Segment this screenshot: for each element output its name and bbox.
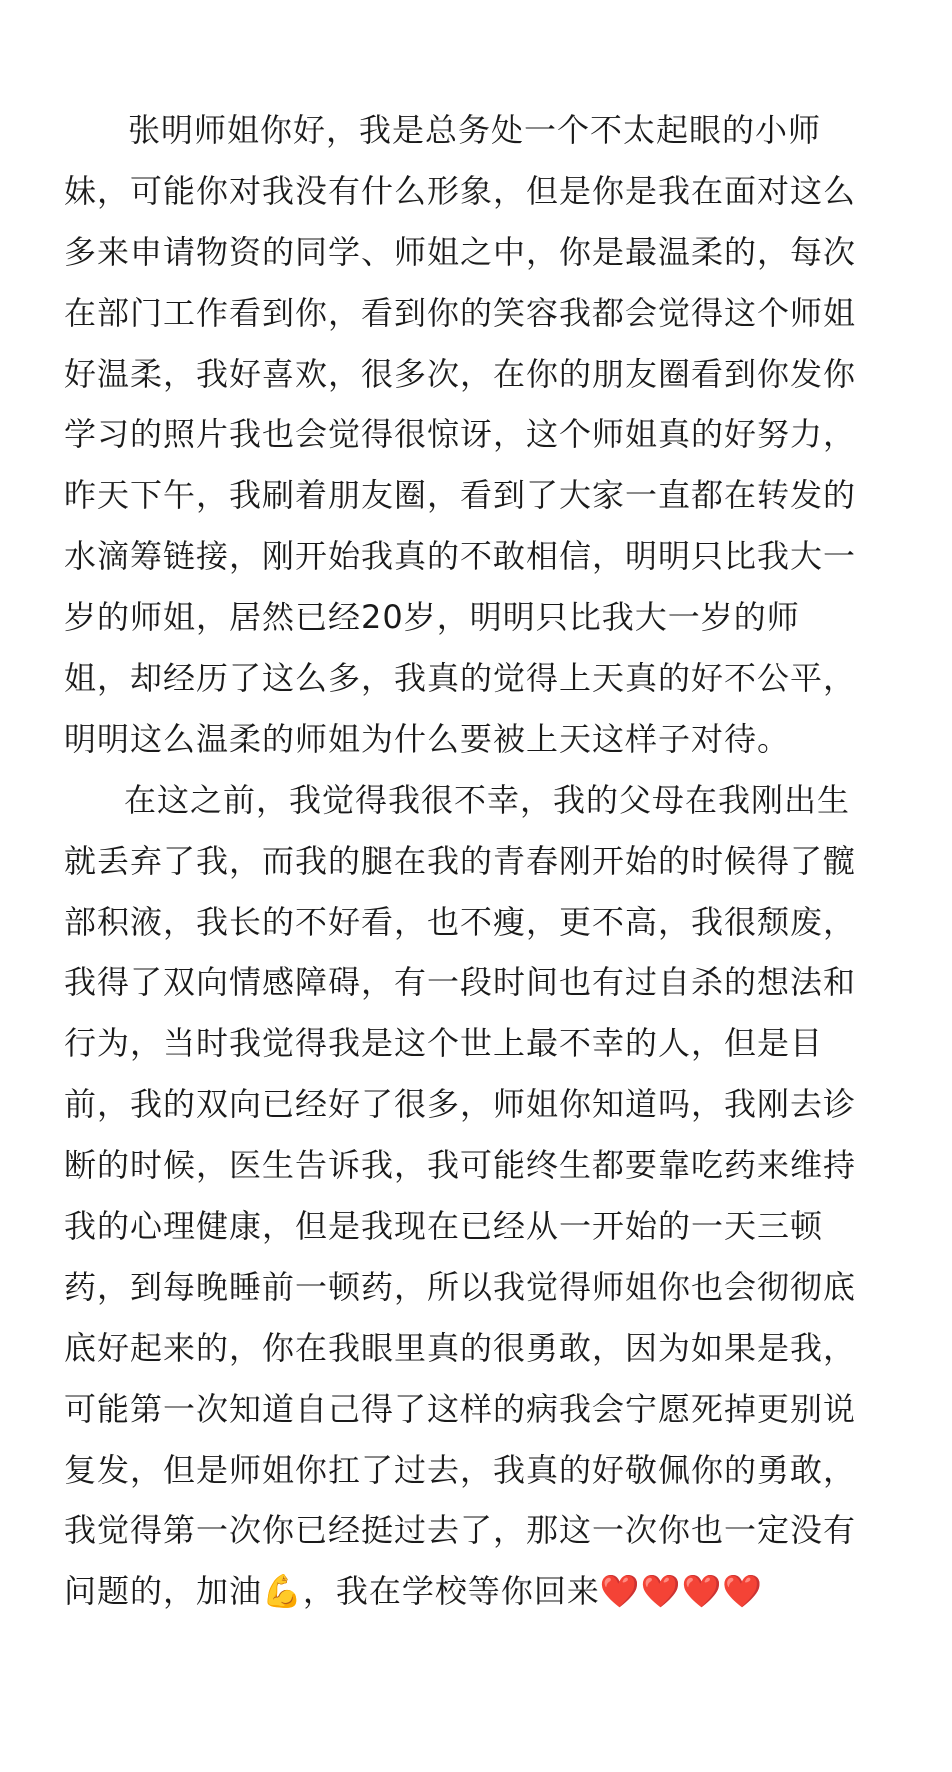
p2-line-14: 问题的，加油💪，我在学校等你回来❤️❤️❤️❤️ bbox=[64, 1572, 764, 1611]
p1-line-3: 多来申请物资的同学、师姐之中，你是最温柔的，每次 bbox=[64, 232, 857, 271]
p1-line-1: 张明师姐你好，我是总务处一个不太起眼的小师 bbox=[128, 111, 822, 149]
p1-line-8: 水滴筹链接，刚开始我真的不敢相信，明明只比我大一 bbox=[64, 537, 857, 576]
p2-line-6: 前，我的双向已经好了很多，师姐你知道吗，我刚去诊 bbox=[64, 1085, 857, 1124]
p2-line-13: 我觉得第一次你已经挺过去了，那这一次你也一定没有 bbox=[64, 1511, 857, 1550]
letter-body bbox=[64, 100, 892, 1622]
p1-line-6: 学习的照片我也会觉得很惊讶，这个师姐真的好努力， bbox=[64, 415, 857, 454]
p2-line-2: 就丢弃了我，而我的腿在我的青春刚开始的时候得了髋 bbox=[64, 841, 857, 880]
p1-line-10: 姐，却经历了这么多，我真的觉得上天真的好不公平， bbox=[64, 659, 857, 698]
p1-line-5: 好温柔，我好喜欢，很多次，在你的朋友圈看到你发你 bbox=[64, 354, 857, 393]
p1-line-4: 在部门工作看到你，看到你的笑容我都会觉得这个师姐 bbox=[64, 293, 857, 332]
p2-line-12: 复发，但是师姐你扛了过去，我真的好敬佩你的勇敢， bbox=[64, 1450, 857, 1489]
p2-line-10: 底好起来的，你在我眼里真的很勇敢，因为如果是我， bbox=[64, 1328, 857, 1367]
p1-line-7: 昨天下午，我刷着朋友圈，看到了大家一直都在转发的 bbox=[64, 476, 857, 515]
p2-line-9: 药，到每晚睡前一顿药，所以我觉得师姐你也会彻彻底 bbox=[64, 1267, 857, 1306]
p1-line-9: 岁的师姐，居然已经20岁，明明只比我大一岁的师 bbox=[64, 598, 800, 637]
p2-line-3: 部积液，我长的不好看，也不瘦，更不高，我很颓废， bbox=[64, 902, 857, 941]
p2-line-1: 在这之前，我觉得我很不幸，我的父母在我刚出生 bbox=[124, 780, 851, 819]
p1-line-2: 妹，可能你对我没有什么形象，但是你是我在面对这么 bbox=[64, 171, 857, 210]
p2-line-7: 断的时候，医生告诉我，我可能终生都要靠吃药来维持 bbox=[64, 1146, 857, 1185]
p2-line-8: 我的心理健康，但是我现在已经从一开始的一天三顿 bbox=[64, 1207, 824, 1246]
p2-line-4: 我得了双向情感障碍，有一段时间也有过自杀的想法和 bbox=[64, 963, 857, 1002]
p1-line-11: 明明这么温柔的师姐为什么要被上天这样子对待。 bbox=[64, 719, 791, 758]
p2-line-11: 可能第一次知道自己得了这样的病我会宁愿死掉更别说 bbox=[64, 1389, 857, 1428]
p2-line-5: 行为，当时我觉得我是这个世上最不幸的人，但是目 bbox=[64, 1024, 824, 1063]
